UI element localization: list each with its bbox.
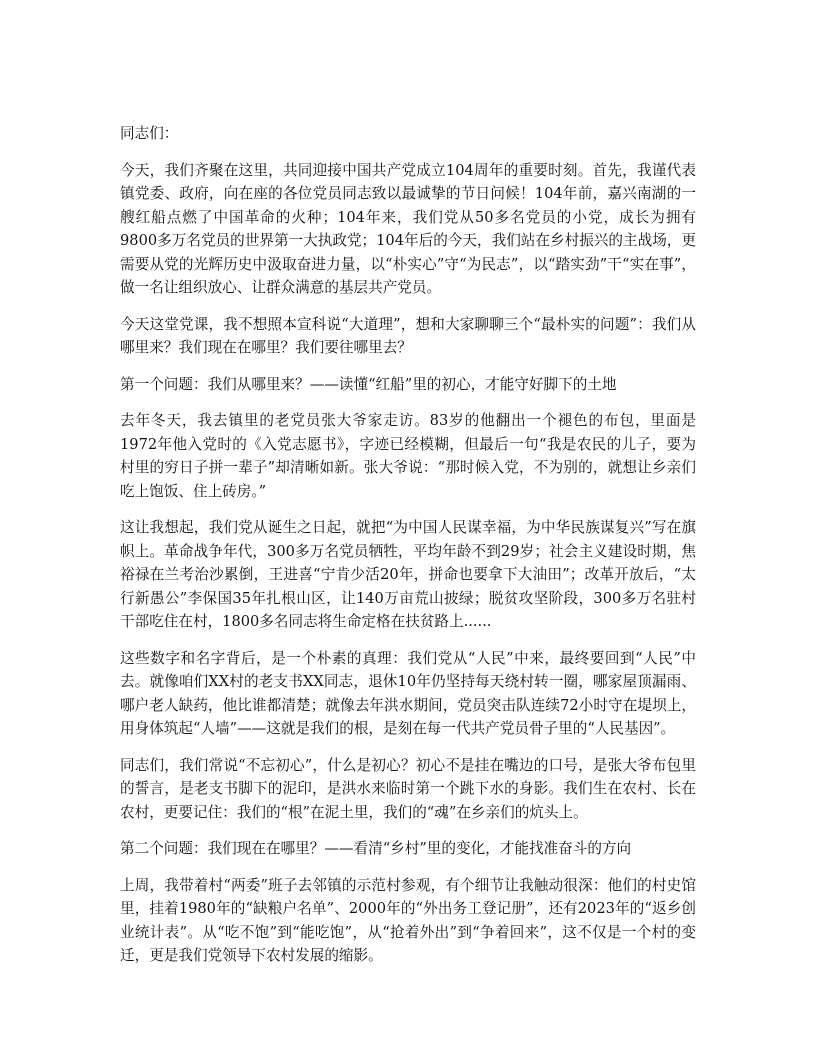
paragraph-intro-questions: 今天这堂党课，我不想照本宣科说“大道理”，想和大家聊聊三个“最朴实的问题”：我们从哪里来？我们现在在哪里？我们要往哪里去？: [120, 315, 696, 356]
section-heading-2: 第二个问题：我们现在在哪里？——看清“乡村”里的变化，才能找准奋斗的方向: [120, 840, 632, 857]
section-heading-1: 第一个问题：我们从哪里来？——读懂“红船”里的初心，才能守好脚下的土地: [120, 375, 617, 393]
paragraph-story-zhang: 去年冬天，我去镇里的老党员张大爷家走访。83岁的他翻出一个褪色的布包，里面是1972年他入党时的《入党志愿书》，字迹已经模糊，但最后一句“我是农民的儿子，要为村里的穷日子拼一辈子”却清晰如新。张大爷说：“那时候入党，不为别的，就想让乡亲们吃上饱饭、住上砖房。”: [120, 412, 696, 500]
salutation: 同志们：: [120, 125, 179, 142]
paragraph-history: 这让我想起，我们党从诞生之日起，就把“为中国人民谋幸福，为中华民族谋复兴”写在旗帜上。革命战争年代，300多万名党员牺牲，平均年龄不到29岁；社会主义建设时期，焦裕禄在兰考治沙累倒，王进喜“宁肯少活20年，拼命也要拿下大油田”；改革开放后，“太行新愚公”李保国35年扎根山区，让140万亩荒山披绿；脱贫攻坚阶段，300多万名驻村干部吃住在村，1800多名同志将生命定格在扶贫路上......: [120, 519, 696, 630]
paragraph-village-visit: 上周，我带着村“两委”班子去邻镇的示范村参观，有个细节让我触动很深：他们的村史馆里，挂着1980年的“缺粮户名单”、2000年的“外出务工登记册”，还有2023年的“返乡创业统计表”。从“吃不饱”到“能吃饱”，从“抢着外出”到“争着回来”，这不仅是一个村的变迁，更是我们党领导下农村发展的缩影。: [120, 876, 696, 964]
document-body: [120, 122, 696, 981]
paragraph-opening: 今天，我们齐聚在这里，共同迎接中国共产党成立104周年的重要时刻。首先，我谨代表镇党委、政府，向在座的各位党员同志致以最诚挚的节日问候！104年前，嘉兴南湖的一艘红船点燃了中国革命的火种；104年来，我们党从50多名党员的小党，成长为拥有9800多万名党员的世界第一大执政党；104年后的今天，我们站在乡村振兴的主战场，更需要从党的光辉历史中汲取奋进力量，以“朴实心”守“为民志”，以“踏实劲”干“实在事”，做一名让组织放心、让群众满意的基层共产党员。: [120, 161, 696, 296]
paragraph-people-root: 这些数字和名字背后，是一个朴素的真理：我们党从“人民”中来，最终要回到“人民”中去。就像咱们XX村的老支书XX同志，退休10年仍坚持每天绕村转一圈，哪家屋顶漏雨、哪户老人缺药，他比谁都清楚；就像去年洪水期间，党员突击队连续72小时守在堤坝上，用身体筑起“人墙”——这就是我们的根，是刻在每一代共产党员骨子里的“人民基因”。: [120, 649, 696, 737]
paragraph-original-aspiration: 同志们，我们常说“不忘初心”，什么是初心？初心不是挂在嘴边的口号，是张大爷布包里的誓言，是老支书脚下的泥印，是洪水来临时第一个跳下水的身影。我们生在农村、长在农村，更要记住：我们的“根”在泥土里，我们的“魂”在乡亲们的炕头上。: [120, 756, 696, 821]
